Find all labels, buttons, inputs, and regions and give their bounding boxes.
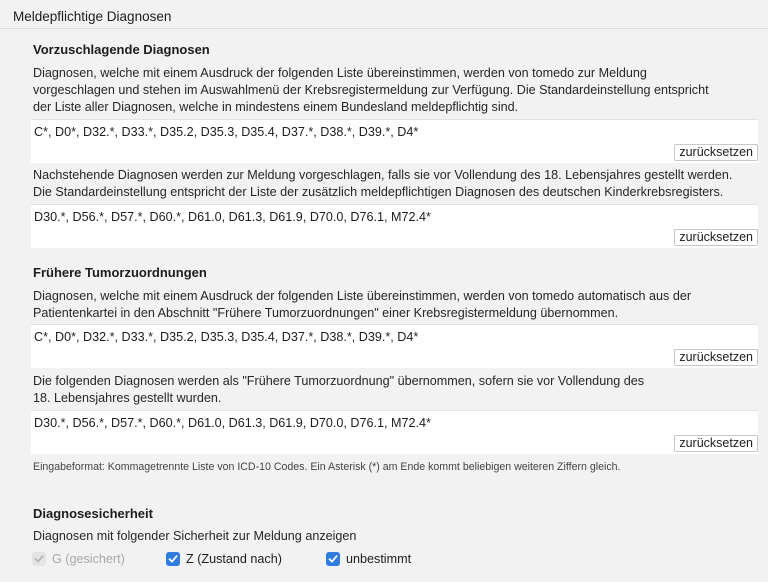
prior-tumor-diagnoses-field[interactable]	[31, 324, 758, 368]
checkbox-box[interactable]	[32, 552, 46, 566]
checkbox-unbestimmt[interactable]	[326, 551, 411, 567]
prior-tumor-minor-diagnoses-value[interactable]: D30.*, D56.*, D57.*, D60.*, D61.0, D61.3, D61.9, D70.0, D76.1, M72.4*	[34, 416, 431, 430]
checkbox-label: G (gesichert)	[52, 552, 125, 566]
prior-tumor-reset-button[interactable]: zurücksetzen	[674, 349, 758, 366]
suggested-reset-button[interactable]: zurücksetzen	[674, 144, 758, 161]
suggested-minor-reset-button[interactable]: zurücksetzen	[674, 229, 758, 246]
suggested-diagnoses-field[interactable]	[31, 119, 758, 163]
checkbox-zustand-nach[interactable]	[166, 551, 282, 567]
suggested-diagnoses-value[interactable]: C*, D0*, D32.*, D33.*, D35.2, D35.3, D35.4, D37.*, D38.*, D39.*, D4*	[34, 125, 419, 139]
checkbox-box[interactable]	[166, 552, 180, 566]
prior-tumor-description	[33, 288, 763, 322]
prior-tumor-minor-diagnoses-field[interactable]	[31, 410, 758, 454]
section-title-certainty: Diagnosesicherheit	[33, 506, 153, 521]
checkbox-label: Z (Zustand nach)	[186, 552, 282, 566]
settings-header	[0, 0, 768, 29]
description-line: Die folgenden Diagnosen werden als "Frühere Tumorzuordnung" übernommen, sofern sie vor Vollendung des	[33, 374, 645, 388]
suggested-minor-diagnoses-value[interactable]: D30.*, D56.*, D57.*, D60.*, D61.0, D61.3, D61.9, D70.0, D76.1, M72.4*	[34, 210, 431, 224]
prior-tumor-minor-description	[33, 373, 763, 407]
checkmark-icon	[34, 554, 44, 564]
suggested-minor-diagnoses-field[interactable]	[31, 204, 758, 248]
description-line: vorgeschlagen und stehen im Auswahlmenü der Krebsregistermeldung zur Verfügung. Die Standardeinstellung entspricht	[33, 83, 709, 97]
checkmark-icon	[168, 554, 178, 564]
prior-tumor-minor-reset-button[interactable]: zurücksetzen	[674, 435, 758, 452]
checkbox-gesichert[interactable]	[32, 551, 125, 567]
description-line: Nachstehende Diagnosen werden zur Meldung vorgeschlagen, falls sie vor Vollendung des 18. Lebensjahres gestellt werden.	[33, 168, 733, 182]
description-line: der Liste aller Diagnosen, welche in mindestens einem Bundesland meldepflichtig sind.	[33, 100, 519, 114]
page-title: Meldepflichtige Diagnosen	[13, 9, 172, 24]
description-line: Patientenkartei in den Abschnitt "Frühere Tumorzuordnungen" einer Krebsregistermeldung übernommen.	[33, 306, 619, 320]
section-title-suggested: Vorzuschlagende Diagnosen	[33, 42, 210, 57]
description-line: Diagnosen, welche mit einem Ausdruck der folgenden Liste übereinstimmen, werden von tomedo automatisch aus der	[33, 289, 692, 303]
certainty-description: Diagnosen mit folgender Sicherheit zur Meldung anzeigen	[33, 529, 357, 543]
prior-tumor-diagnoses-value[interactable]: C*, D0*, D32.*, D33.*, D35.2, D35.3, D35.4, D37.*, D38.*, D39.*, D4*	[34, 330, 419, 344]
description-line: Diagnosen, welche mit einem Ausdruck der folgenden Liste übereinstimmen, werden von tomedo zur Meldung	[33, 66, 647, 80]
description-line: 18. Lebensjahres gestellt wurden.	[33, 391, 222, 405]
checkbox-label: unbestimmt	[346, 552, 412, 566]
checkbox-box[interactable]	[326, 552, 340, 566]
checkmark-icon	[328, 554, 338, 564]
section-title-prior-tumor: Frühere Tumorzuordnungen	[33, 265, 207, 280]
suggested-minor-description	[33, 167, 763, 201]
suggested-description	[33, 65, 763, 116]
description-line: Die Standardeinstellung entspricht der Liste der zusätzlich meldepflichtigen Diagnosen des deutschen Kinderkrebsregisters.	[33, 185, 724, 199]
format-note: Eingabeformat: Kommagetrennte Liste von ICD-10 Codes. Ein Asterisk (*) am Ende kommt beliebigen weiteren Ziffern gleich.	[33, 461, 621, 473]
